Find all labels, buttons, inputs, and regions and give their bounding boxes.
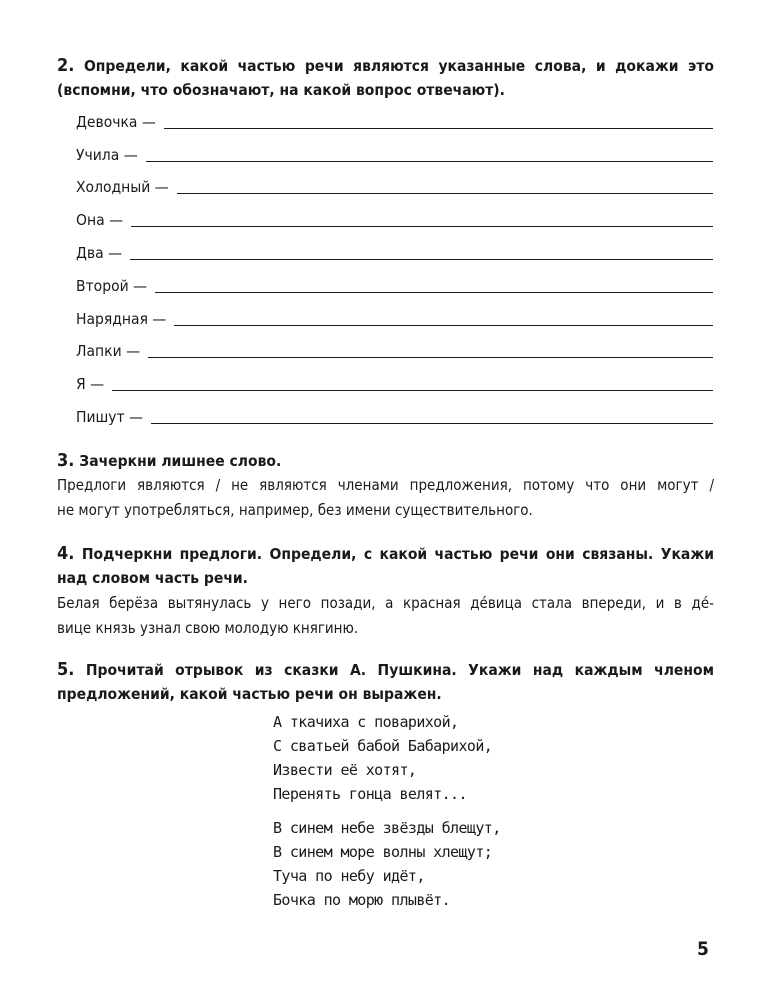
answer-line[interactable]: [112, 374, 713, 391]
answer-label: Она —: [76, 211, 124, 229]
poem-line: В синем небе звёзды блещут,: [273, 819, 501, 837]
task3-text-line2: не могут употребляться, например, без имени существительного.: [57, 501, 533, 519]
answer-label: Учила —: [76, 146, 138, 164]
poem-stanza-2: [273, 816, 501, 912]
task5-number: 5.: [57, 659, 75, 680]
answer-row-7: [76, 305, 713, 329]
poem-line: Бочка по морю плывёт.: [273, 891, 451, 909]
poem-line: А ткачиха с поварихой,: [273, 713, 459, 731]
task2-title-text: Определи, какой частью речи являются указанные слова, и докажи это: [83, 57, 714, 75]
answer-line[interactable]: [151, 407, 713, 424]
task2-title-line2: (вспомни, что обозначают, на какой вопрос отвечают).: [57, 81, 505, 99]
answer-line[interactable]: [130, 243, 713, 260]
poem-line: С сватьей бабой Бабарихой,: [273, 737, 493, 755]
answer-label: Два —: [76, 244, 123, 262]
answer-line[interactable]: [148, 341, 713, 358]
poem-line: Туча по небу идёт,: [273, 867, 425, 885]
answer-row-4: [76, 206, 713, 230]
answer-line[interactable]: [164, 112, 713, 129]
answer-row-8: [76, 337, 713, 361]
task4-title-line2: над словом часть речи.: [57, 569, 248, 587]
task4-title-text: Подчеркни предлоги. Определи, с какой частью речи они связаны. Укажи: [81, 545, 714, 563]
answer-label: Я —: [76, 375, 105, 393]
answer-row-1: [76, 108, 713, 132]
answer-row-5: [76, 239, 713, 263]
task4-text-line1: Белая берёза вытянулась у него позади, а красная де́вица стала впереди, и в де́-: [57, 594, 714, 612]
poem-line: Перенять гонца велят...: [273, 785, 467, 803]
task3-text: [57, 473, 714, 523]
page-number: 5: [697, 938, 709, 960]
task4-title-line1: [57, 541, 714, 567]
answer-row-6: [76, 272, 713, 296]
task4-text-line2: вице князь узнал свою молодую княгиню.: [57, 619, 359, 637]
task5-title-line1: [57, 657, 714, 683]
answer-label: Пишут —: [76, 408, 144, 426]
answer-line[interactable]: [146, 145, 713, 162]
answer-row-10: [76, 403, 713, 427]
poem-excerpt: [273, 710, 501, 922]
poem-stanza-1: [273, 710, 501, 806]
task3-title: [57, 448, 714, 474]
task5-title-text: Прочитай отрывок из сказки А. Пушкина. Укажи над каждым членом: [85, 661, 714, 679]
task3-title-text: Зачеркни лишнее слово.: [79, 452, 282, 470]
answer-line[interactable]: [155, 276, 713, 293]
answer-label: Девочка —: [76, 113, 156, 131]
answer-line[interactable]: [131, 210, 713, 227]
answer-label: Второй —: [76, 277, 148, 295]
poem-line: Извести её хотят,: [273, 761, 417, 779]
task3-number: 3.: [57, 450, 75, 471]
answer-row-3: [76, 173, 713, 197]
task3-text-line1: Предлоги являются / не являются членами предложения, потому что они могут /: [57, 476, 714, 494]
answer-line[interactable]: [177, 177, 713, 194]
poem-line: В синем море волны хлещут;: [273, 843, 493, 861]
answer-line[interactable]: [174, 309, 713, 326]
task2-number: 2.: [57, 55, 75, 76]
answer-row-9: [76, 370, 713, 394]
task4-text: [57, 591, 714, 641]
answer-label: Нарядная —: [76, 310, 167, 328]
task4-number: 4.: [57, 543, 75, 564]
answer-label: Холодный —: [76, 178, 169, 196]
task2-title-line1: [57, 53, 714, 79]
task5-title-line2: предложений, какой частью речи он выражен.: [57, 685, 442, 703]
answer-label: Лапки —: [76, 342, 141, 360]
answer-row-2: [76, 141, 713, 165]
